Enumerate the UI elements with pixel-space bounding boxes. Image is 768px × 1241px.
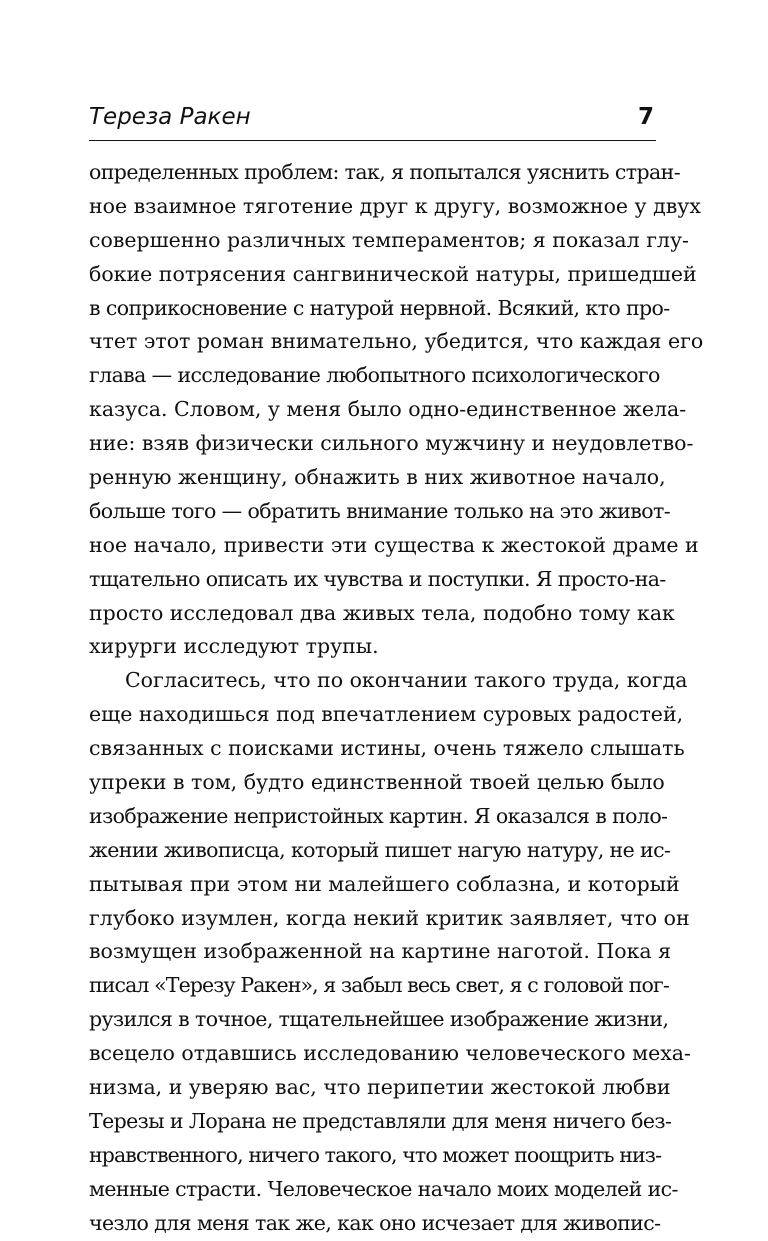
text-line: еще находишься под впечатлением суровых радостей, bbox=[89, 702, 684, 727]
text-line: Согласитесь, что по окончании такого труда, когда bbox=[125, 668, 688, 693]
text-line: ное взаимное тяготение друг к другу, возможное у двух bbox=[89, 193, 701, 218]
text-line: определенных проблем: так, я попытался уяснить стран- bbox=[89, 160, 681, 184]
text-line: совершенно различных темпераментов; я показал глу- bbox=[89, 227, 689, 252]
text-line: глава — исследование любопытного психологического bbox=[89, 363, 660, 388]
body-text bbox=[89, 156, 704, 1241]
text-line: связанных с поисками истины, очень тяжело слышать bbox=[89, 736, 685, 761]
text-line: упреки в том, будто единственной твоей целью было bbox=[89, 770, 665, 795]
text-line: жении живописца, который пишет нагую натуру, не ис- bbox=[89, 837, 671, 862]
text-line: глубоко изумлен, когда некий критик заявляет, что он bbox=[89, 905, 690, 930]
text-line: в соприкосновение с натурой нервной. Всякий, кто про- bbox=[89, 295, 670, 320]
text-line: чезло для меня так же, как оно исчезает для живопис- bbox=[89, 1210, 661, 1235]
running-title: Тереза Ракен bbox=[89, 104, 251, 130]
text-line: рузился в точное, тщательнейшее изображение жизни, bbox=[89, 1007, 669, 1032]
text-line: просто исследовал два живых тела, подобно тому как bbox=[89, 600, 675, 625]
text-line: больше того — обратить внимание только на это живот- bbox=[89, 498, 671, 523]
text-line: тщательно описать их чувства и поступки. Я просто-на- bbox=[89, 566, 666, 591]
text-line: изображение непристойных картин. Я оказался в поло- bbox=[89, 803, 668, 828]
text-line: ное начало, привести эти существа к жестокой драме и bbox=[89, 532, 699, 557]
text-line: менные страсти. Человеческое начало моих моделей ис- bbox=[89, 1176, 678, 1201]
text-line: хирурги исследуют трупы. bbox=[89, 634, 379, 659]
text-line: ние: взяв физически сильного мужчину и неудовлетво- bbox=[89, 431, 694, 456]
page-number: 7 bbox=[637, 104, 654, 130]
text-line: казуса. Словом, у меня было одно-единственное жела- bbox=[89, 397, 687, 422]
text-line: всецело отдавшись исследованию человеческого меха- bbox=[89, 1041, 691, 1066]
text-line: нравственного, ничего такого, что может поощрить низ- bbox=[89, 1142, 662, 1167]
text-line: ренную женщину, обнажить в них животное начало, bbox=[89, 465, 666, 490]
text-line: низма, и уверяю вас, что перипетии жестокой любви bbox=[89, 1075, 671, 1100]
text-line: чтет этот роман внимательно, убедится, что каждая его bbox=[89, 329, 704, 354]
text-line: Терезы и Лорана не представляли для меня ничего без- bbox=[89, 1108, 672, 1133]
running-header bbox=[89, 100, 656, 141]
text-line: бокие потрясения сангвинической натуры, пришедшей bbox=[89, 261, 697, 286]
text-line: писал «Терезу Ракен», я забыл весь свет, я с головой пог- bbox=[89, 973, 669, 998]
text-line: возмущен изображенной на картине наготой. Пока я bbox=[89, 939, 672, 964]
text-line: пытывая при этом ни малейшего соблазна, и который bbox=[89, 871, 680, 896]
